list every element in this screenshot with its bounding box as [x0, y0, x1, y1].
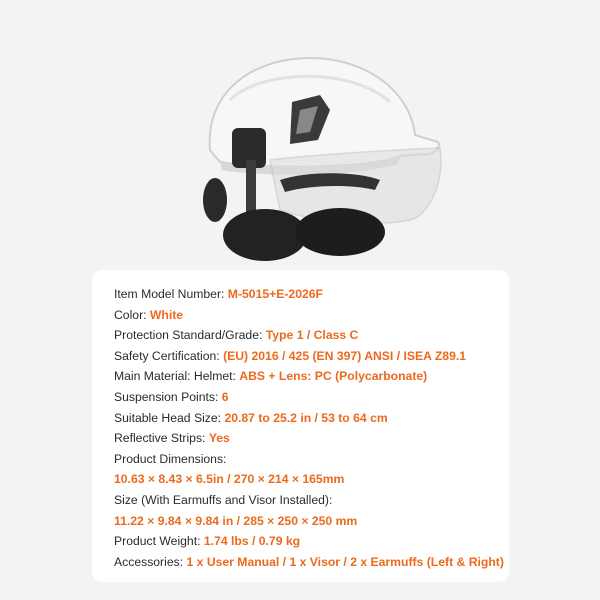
spec-card [92, 270, 509, 582]
spec-protection-standard: Protection Standard/Grade: Type 1 / Class C [114, 328, 359, 343]
spec-installed-size-label: Size (With Earmuffs and Visor Installed): [114, 492, 333, 507]
spec-suspension-points: Suspension Points: 6 [114, 389, 229, 404]
helmet-illustration [160, 40, 460, 265]
spec-product-weight: Product Weight: 1.74 lbs / 0.79 kg [114, 534, 301, 549]
spec-head-size: Suitable Head Size: 20.87 to 25.2 in / 53 to 64 cm [114, 410, 388, 425]
spec-accessories: Accessories: 1 x User Manual / 1 x Visor / 2 x Earmuffs (Left & Right) [114, 554, 504, 569]
spec-color: Color: White [114, 307, 184, 322]
spec-product-dimensions-label: Product Dimensions: [114, 451, 227, 466]
spec-installed-size-value: 11.22 × 9.84 × 9.84 in / 285 × 250 × 250 mm [114, 513, 358, 528]
spec-product-dimensions-value: 10.63 × 8.43 × 6.5in / 270 × 214 × 165mm [114, 472, 345, 487]
spec-safety-certification: Safety Certification: (EU) 2016 / 425 (EN 397) ANSI / ISEA Z89.1 [114, 348, 467, 363]
spec-model-number: Item Model Number: M-5015+E-2026F [114, 287, 323, 301]
spec-main-material: Main Material: Helmet: ABS + Lens: PC (Polycarbonate) [114, 369, 428, 384]
spec-reflective-strips: Reflective Strips: Yes [114, 431, 230, 446]
product-image [0, 0, 600, 270]
